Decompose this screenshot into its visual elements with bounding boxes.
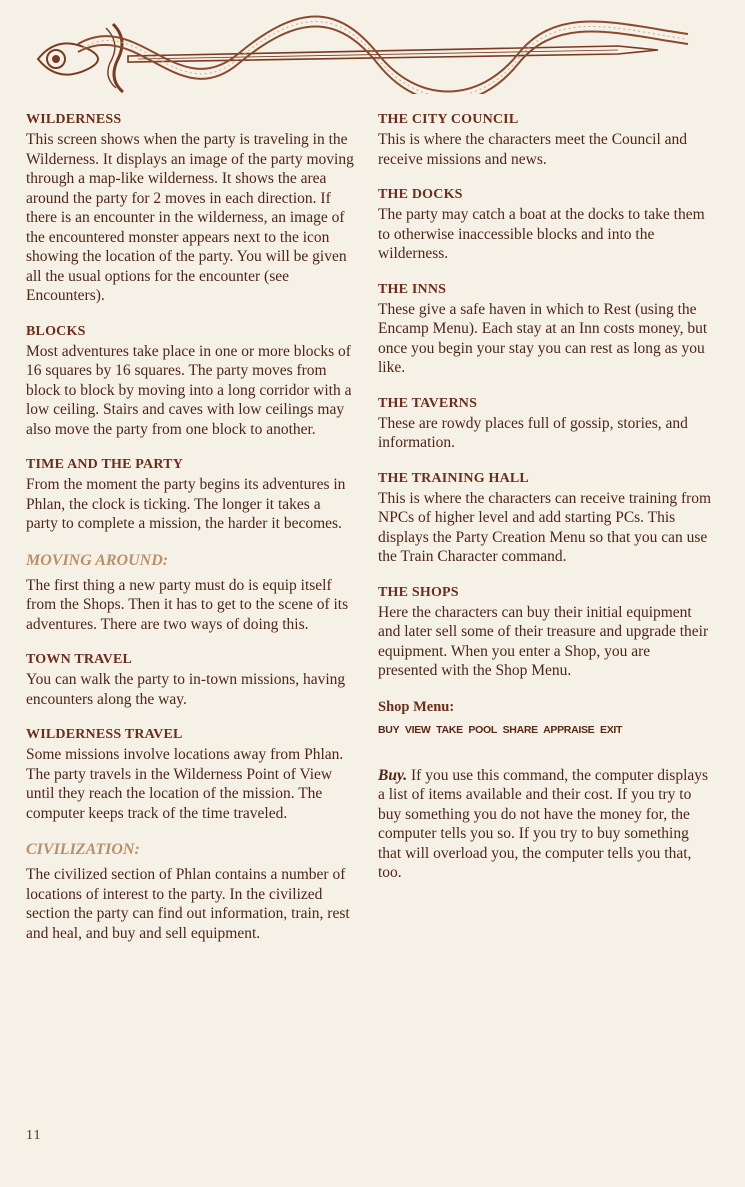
heading-city-council: THE CITY COUNCIL (378, 112, 519, 127)
heading-time-and-party: TIME AND THE PARTY (26, 457, 183, 472)
menu-option-appraise: APPRAISE (543, 723, 595, 736)
text-town-travel: You can walk the party to in-town missions, having encounters along the way. (26, 671, 346, 708)
left-column (26, 112, 356, 961)
menu-option-take: TAKE (436, 723, 463, 736)
text-training-hall: This is where the characters can receive training from NPCs of higher level and add starting PCs. This displays the Party Creation Menu so that you can use the Train Character command. (378, 489, 712, 565)
right-column (378, 112, 713, 883)
section-training-hall (378, 471, 713, 567)
text-moving-around: The first thing a new party must do is equip itself from the Shops. Then it has to get to the scene of its adventures. There are two ways of doing this. (26, 576, 349, 633)
menu-option-buy: BUY (378, 723, 400, 736)
section-inns (378, 282, 713, 378)
section-blocks (26, 324, 356, 440)
section-wilderness-travel (26, 727, 356, 823)
menu-option-view: VIEW (404, 723, 431, 736)
heading-wilderness: WILDERNESS (26, 112, 122, 127)
heading-docks: THE DOCKS (378, 187, 463, 202)
text-buy-body: If you use this command, the computer displays a list of items available and their cost. If you try to buy something you do not have the money for, the computer tells you so. If you try to buy something that will overload you, the computer tells you that, too. (378, 766, 709, 881)
heading-blocks: BLOCKS (26, 323, 86, 339)
text-blocks: Most adventures take place in one or more blocks of 16 squares by 16 squares. The party moves from block to block by moving into a long corridor with a low ceiling. Stairs and caves with low ceilings may also move the party from one block to another. (26, 342, 352, 438)
text-wilderness: This screen shows when the party is traveling in the Wilderness. It displays an image of the party moving through a map-like wilderness. It shows the area around the party for 2 moves in each direction. If there is an encounter in the wilderness, an image of the encountered monster appears next to the icon showing the location of the party. You will be given all the usual options for the encounter (see Encounters). (26, 131, 354, 304)
text-docks: The party may catch a boat at the docks to take them to otherwise inaccessible blocks and into the wilderness. (378, 206, 705, 262)
section-moving-around (26, 552, 356, 635)
section-wilderness (26, 112, 356, 306)
section-taverns (378, 396, 713, 453)
heading-taverns: THE TAVERNS (378, 395, 478, 411)
heading-training-hall: THE TRAINING HALL (378, 470, 529, 486)
section-civilization (26, 841, 356, 943)
section-docks (378, 187, 713, 264)
menu-option-exit: EXIT (600, 723, 623, 736)
shop-menu-title: Shop Menu: (378, 698, 455, 715)
text-shops: Here the characters can buy their initial equipment and later sell some of their treasure and upgrade their equipment. When you enter a Shop, you are presented with the Shop Menu. (378, 603, 709, 679)
lead-in-buy: Buy. (378, 766, 408, 784)
menu-option-pool: POOL (468, 723, 497, 736)
menu-option-share: SHARE (502, 723, 538, 736)
heading-shops: THE SHOPS (378, 584, 459, 600)
heading-inns: THE INNS (378, 281, 447, 297)
text-city-council: This is where the characters meet the Council and receive missions and news. (378, 131, 688, 168)
heading-wilderness-travel: WILDERNESS TRAVEL (26, 727, 183, 742)
section-time-and-party (26, 457, 356, 534)
text-wilderness-travel: Some missions involve locations away from Phlan. The party travels in the Wilderness Point of View until they reach the location of the mission. The computer keeps track of the time traveled. (26, 746, 344, 822)
text-time-and-party: From the moment the party begins its adventures in Phlan, the clock is ticking. The longer it takes a party to complete a mission, the harder it becomes. (26, 476, 346, 532)
section-shops (378, 585, 713, 681)
sword-with-ribbon-icon (18, 14, 698, 94)
subhead-civilization: CIVILIZATION: (26, 841, 140, 858)
section-city-council (378, 112, 713, 169)
text-buy (378, 766, 713, 883)
text-inns: These give a safe haven in which to Rest (using the Encamp Menu). Each stay at an Inn costs money, but once you begin your stay you can rest as long as you like. (378, 300, 708, 376)
page-number: 11 (26, 1128, 42, 1143)
subhead-moving-around: MOVING AROUND: (26, 551, 169, 569)
text-taverns: These are rowdy places full of gossip, stories, and information. (378, 414, 688, 451)
text-civilization: The civilized section of Phlan contains a number of locations of interest to the party. In the civilized section the party can find out information, train, rest and heal, and buy and sell equipment. (26, 866, 350, 942)
section-town-travel (26, 652, 356, 709)
shop-menu-options (378, 724, 713, 736)
heading-town-travel: TOWN TRAVEL (26, 652, 133, 667)
